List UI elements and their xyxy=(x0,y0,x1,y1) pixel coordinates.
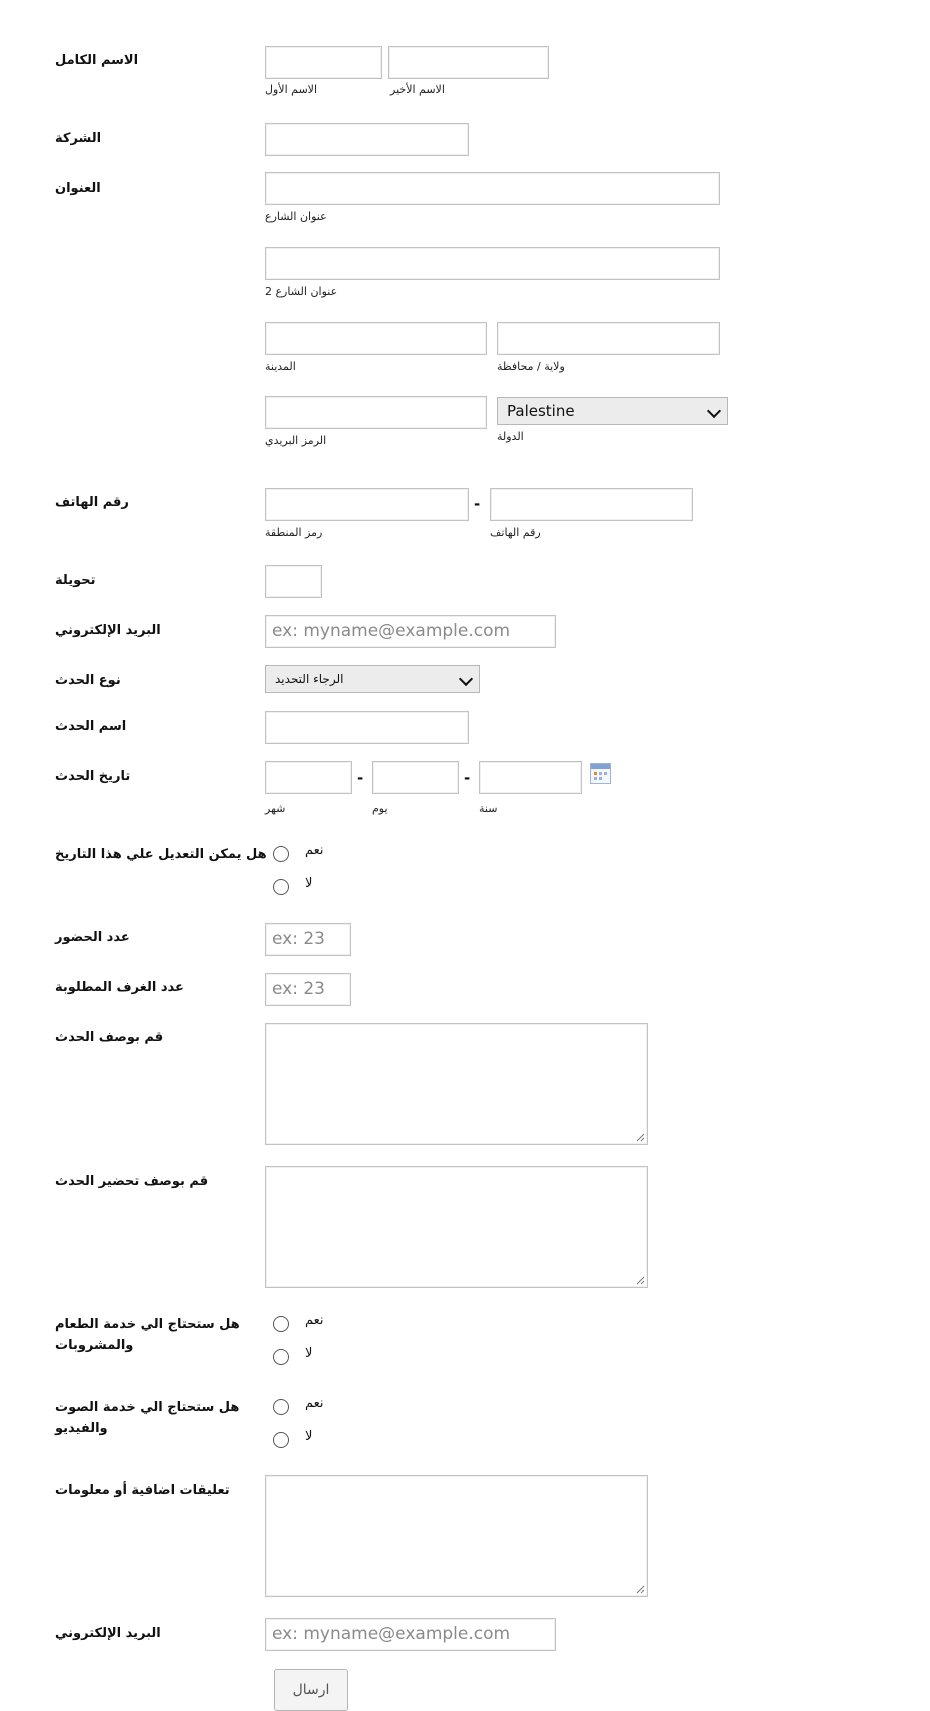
state-input[interactable] xyxy=(497,322,720,355)
attendees-label: عدد الحضور xyxy=(55,930,130,945)
comments-textarea[interactable] xyxy=(265,1475,648,1597)
street-address-sublabel: عنوان الشارع xyxy=(265,210,327,223)
email2-input[interactable]: ex: myname@example.com xyxy=(265,1618,556,1651)
event-year-input[interactable] xyxy=(479,761,582,794)
prep-description-label: قم بوصف تحضير الحدث xyxy=(55,1174,209,1189)
date-flexible-yes-radio[interactable] xyxy=(273,846,289,862)
av-service-yes-radio[interactable] xyxy=(273,1399,289,1415)
company-label: الشركة xyxy=(55,131,102,146)
event-month-sublabel: شهر xyxy=(265,802,286,815)
event-month-input[interactable] xyxy=(265,761,352,794)
email-input[interactable]: ex: myname@example.com xyxy=(265,615,556,648)
email2-label: البريد الإلكتروني xyxy=(55,1626,161,1641)
extension-label: تحويلة xyxy=(55,573,96,588)
av-service-label: هل ستحتاج الي خدمة الصوت والفيديو xyxy=(55,1400,240,1436)
catering-label: هل ستحتاج الي خدمة الطعام والمشروبات xyxy=(55,1317,240,1353)
submit-button[interactable]: ارسال xyxy=(274,1669,348,1711)
event-description-label: قم بوصف الحدث xyxy=(55,1030,164,1045)
resize-grip-icon[interactable] xyxy=(635,1132,645,1142)
resize-grip-icon[interactable] xyxy=(635,1275,645,1285)
av-service-no-radio[interactable] xyxy=(273,1432,289,1448)
phone-number-sublabel: رقم الهاتف xyxy=(490,526,541,539)
event-description-textarea[interactable] xyxy=(265,1023,648,1145)
full-name-label: الاسم الكامل xyxy=(55,53,139,68)
catering-no-label: لا xyxy=(305,1346,313,1361)
date-flexible-no-radio[interactable] xyxy=(273,879,289,895)
street-address-input[interactable] xyxy=(265,172,720,205)
event-year-sublabel: سنة xyxy=(479,802,498,815)
event-date-label: تاريخ الحدث xyxy=(55,769,131,784)
chevron-down-icon xyxy=(459,672,473,686)
av-service-yes-label: نعم xyxy=(305,1396,324,1411)
street-address2-sublabel: عنوان الشارع 2 xyxy=(265,285,338,298)
company-input[interactable] xyxy=(265,123,469,156)
street-address2-input[interactable] xyxy=(265,247,720,280)
event-type-label: نوع الحدث xyxy=(55,673,121,688)
postal-code-input[interactable] xyxy=(265,396,487,429)
email-label: البريد الإلكتروني xyxy=(55,623,161,638)
catering-yes-label: نعم xyxy=(305,1313,324,1328)
event-type-select[interactable] xyxy=(265,665,480,693)
date-flexible-label: هل يمكن التعديل علي هذا التاريخ xyxy=(55,847,267,862)
catering-no-radio[interactable] xyxy=(273,1349,289,1365)
date-flexible-yes-label: نعم xyxy=(305,843,324,858)
postal-code-sublabel: الرمز البريدي xyxy=(265,434,327,447)
phone-area-input[interactable] xyxy=(265,488,469,521)
event-name-input[interactable] xyxy=(265,711,469,744)
event-day-sublabel: يوم xyxy=(372,802,388,815)
attendees-input[interactable]: ex: 23 xyxy=(265,923,351,956)
catering-yes-radio[interactable] xyxy=(273,1316,289,1332)
address-label: العنوان xyxy=(55,181,101,196)
rooms-input[interactable]: ex: 23 xyxy=(265,973,351,1006)
event-day-input[interactable] xyxy=(372,761,459,794)
phone-label: رقم الهاتف xyxy=(55,495,129,510)
event-type-selected-value: الرجاء التحديد xyxy=(275,672,344,686)
event-name-label: اسم الحدث xyxy=(55,719,127,734)
country-sublabel: الدولة xyxy=(497,430,524,443)
date-flexible-no-label: لا xyxy=(305,876,313,891)
phone-number-input[interactable] xyxy=(490,488,693,521)
rooms-label: عدد الغرف المطلوبة xyxy=(55,980,184,995)
chevron-down-icon xyxy=(707,404,721,418)
city-input[interactable] xyxy=(265,322,487,355)
last-name-input[interactable] xyxy=(388,46,549,79)
av-service-no-label: لا xyxy=(305,1429,313,1444)
phone-separator: - xyxy=(474,495,481,513)
phone-area-sublabel: رمز المنطقة xyxy=(265,526,323,539)
state-sublabel: ولاية / محافظة xyxy=(497,360,565,373)
first-name-input[interactable] xyxy=(265,46,382,79)
extension-input[interactable] xyxy=(265,565,322,598)
date-separator-1: - xyxy=(357,769,364,787)
prep-description-textarea[interactable] xyxy=(265,1166,648,1288)
country-selected-value: Palestine xyxy=(507,402,575,420)
calendar-icon[interactable] xyxy=(590,763,611,784)
country-select[interactable] xyxy=(497,397,728,425)
resize-grip-icon[interactable] xyxy=(635,1584,645,1594)
date-separator-2: - xyxy=(464,769,471,787)
comments-label: تعليقات اضافية أو معلومات xyxy=(55,1483,230,1498)
city-sublabel: المدينة xyxy=(265,360,296,373)
first-name-sublabel: الاسم الأول xyxy=(265,83,317,96)
last-name-sublabel: الاسم الأخير xyxy=(390,83,445,96)
